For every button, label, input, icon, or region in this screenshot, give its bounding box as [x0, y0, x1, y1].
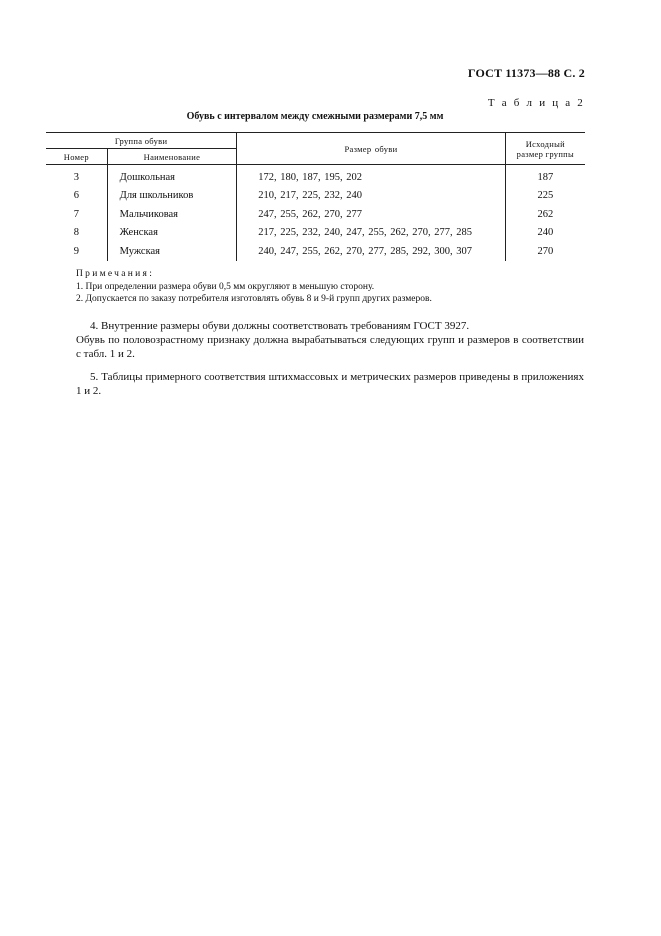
- col-group-header: Группа обуви: [46, 133, 237, 149]
- notes-block: [76, 268, 432, 306]
- row-base: 240: [537, 227, 554, 239]
- row-number: 3: [46, 165, 107, 187]
- row-number: 7: [46, 205, 107, 224]
- row-name: Женская: [107, 224, 237, 243]
- row-number: 6: [46, 187, 107, 206]
- table-row: [46, 242, 585, 261]
- row-name: Мальчиковая: [107, 205, 237, 224]
- section-5-text: 5. Таблицы примерного соответствия штихмассовых и метрических размеров приведены в приложениях 1 и 2.: [76, 371, 584, 397]
- row-sizes: 217, 225, 232, 240, 247, 255, 262, 270, 277, 285: [237, 224, 506, 243]
- col-base-header: [505, 133, 585, 165]
- note-item: 1. При определении размера обуви 0,5 мм округляют в меньшую сторону.: [76, 281, 375, 292]
- row-base: 225: [537, 190, 554, 202]
- row-base: 262: [537, 208, 554, 220]
- section-5: [76, 370, 584, 398]
- section-4-line2: Обувь по половозрастному признаку должна вырабатываться следующих групп и размеров в соответствии с табл. 1 и 2.: [76, 334, 584, 360]
- table-title: Обувь с интервалом между смежными размерами 7,5 мм: [186, 111, 444, 122]
- table-row: [46, 205, 585, 224]
- row-number: 8: [46, 224, 107, 243]
- section-4: [76, 319, 584, 361]
- page-header: ГОСТ 11373—88 С. 2: [467, 66, 585, 80]
- sizes-table: [46, 132, 585, 261]
- col-base-header-line2: размер группы: [516, 148, 575, 159]
- col-name-header: Наименование: [107, 149, 237, 165]
- section-4-line1: 4. Внутренние размеры обуви должны соответствовать требованиям ГОСТ 3927.: [90, 320, 470, 332]
- col-sizes-header: Размер обуви: [237, 133, 506, 165]
- row-number: 9: [46, 242, 107, 261]
- col-base-header-line1: Исходный: [525, 138, 565, 149]
- row-name: Для школьников: [107, 187, 237, 206]
- row-base: 270: [537, 245, 554, 257]
- table-row: [46, 224, 585, 243]
- row-base: 187: [537, 171, 554, 183]
- table-row: [46, 187, 585, 206]
- note-item: 2. Допускается по заказу потребителя изготовлять обувь 8 и 9-й групп других размеров.: [76, 294, 432, 304]
- row-sizes: 210, 217, 225, 232, 240: [237, 187, 506, 206]
- row-name: Мужская: [107, 242, 237, 261]
- notes-heading: Примечания:: [76, 269, 155, 279]
- row-sizes: 172, 180, 187, 195, 202: [237, 165, 506, 187]
- table-row: [46, 165, 585, 187]
- row-name: Дошкольная: [107, 165, 237, 187]
- row-sizes: 240, 247, 255, 262, 270, 277, 285, 292, 300, 307: [237, 242, 506, 261]
- table-label: Т а б л и ц а 2: [487, 97, 585, 109]
- row-sizes: 247, 255, 262, 270, 277: [237, 205, 506, 224]
- col-number-header: Номер: [46, 149, 107, 165]
